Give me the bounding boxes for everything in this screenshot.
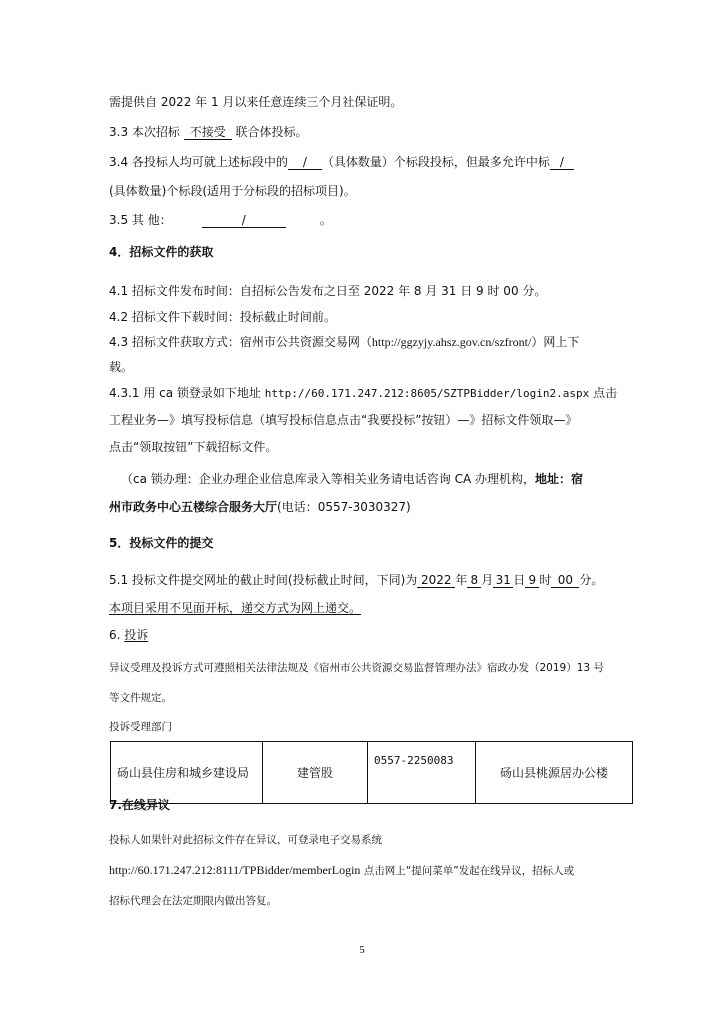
section-5-heading (109, 535, 616, 551)
ca-lock-note (121, 471, 616, 487)
text: 工程业务—》填写投标信息（填写投标信息点击“我要投标”按钮）—》招标文件领取—》 (109, 413, 578, 427)
complaint-rules-cont (109, 690, 616, 706)
heading: 5．投标文件的提交 (109, 536, 214, 550)
text: 3.5 其 他： (109, 213, 172, 227)
text: 5.1 投标文件提交网址的截止时间(投标截止时间，下同)为 (109, 573, 418, 587)
table-row (111, 742, 633, 804)
text: 点击网上“提问菜单”发起在线异议，招标人或 (360, 865, 575, 877)
text: 时 (539, 573, 552, 587)
member-login-url: http://60.171.247.212:8111/TPBidder/memberLogin (109, 863, 361, 877)
text: 分。 (579, 573, 604, 587)
clause-4-2 (109, 309, 616, 325)
heading: 7.在线异议 (109, 798, 170, 812)
text: 3.4 各投标人均可就上述标段中的 (109, 155, 288, 169)
text: 招标代理会在法定期限内做出答复。 (109, 895, 277, 907)
remote-opening-notice (109, 600, 616, 616)
deadline-year: 2022 (417, 574, 455, 588)
text: ）网上下 (531, 335, 580, 349)
text: 点击“领取按钮”下载招标文件。 (109, 440, 278, 454)
ca-lock-note-cont (109, 499, 616, 515)
section-7-heading (109, 797, 616, 813)
text: （具体数量）个标段投标，但最多允许中标 (321, 155, 550, 169)
paragraph-social-security (109, 94, 616, 110)
clause-5-1 (109, 572, 616, 588)
text: (具体数量)个标段(适用于分标段的招标项目)。 (109, 184, 356, 198)
other-value: / (202, 214, 286, 228)
deadline-month: 8 (467, 574, 481, 588)
text: 4.1 招标文件发布时间：自招标公告发布之日至 2022 年 8 月 31 日 9 时 00 分。 (109, 284, 547, 298)
clause-4-3-1-cont (109, 412, 616, 428)
section-6-heading (109, 627, 616, 643)
clause-4-3 (109, 334, 616, 350)
service-hall-address: 州市政务中心五楼综合服务大厅 (109, 500, 278, 514)
text: 联合体投标。 (231, 125, 308, 139)
dept-cell: 砀山县住房和城乡建设局 (111, 742, 263, 804)
text: 4.3.1 用 ca 锁登录如下地址 (109, 386, 265, 400)
page-number: 5 (359, 944, 365, 956)
address-label: 地址：宿 (535, 472, 584, 486)
text: 等文件规定。 (109, 692, 172, 704)
text: 载。 (109, 360, 134, 374)
text: 。 (319, 213, 332, 227)
text: 4.3 招标文件获取方式：宿州市公共资源交易网（ (109, 335, 372, 349)
text: 年 (455, 573, 468, 587)
heading: 投诉 (124, 628, 149, 642)
clause-3-4-cont (109, 183, 616, 199)
text: 投标人如果针对此招标文件存在异议，可登录电子交易系统 (109, 834, 382, 846)
online-objection-url-line (109, 862, 616, 879)
lot-count-value: / (288, 156, 322, 170)
deadline-hour: 9 (525, 574, 539, 588)
deadline-minute: 00 (551, 574, 579, 588)
text: 投诉受理部门 (109, 721, 172, 733)
online-objection-text (109, 832, 616, 848)
clause-4-3-cont (109, 359, 616, 375)
clause-3-4 (109, 154, 616, 170)
heading: 4．招标文件的获取 (109, 245, 214, 259)
max-award-value: / (550, 156, 574, 170)
clause-4-1 (109, 283, 616, 299)
text: 3.3 本次招标 (109, 125, 184, 139)
text: 月 (481, 573, 494, 587)
text: 点击 (589, 386, 618, 400)
online-objection-end (109, 893, 616, 909)
text: 日 (513, 573, 526, 587)
text: 异议受理及投诉方式可遵照相关法律法规及《宿州市公共资源交易监督管理办法》宿政办发（2019）13 号 (109, 662, 604, 674)
complaint-dept-table (110, 741, 633, 804)
consortium-value: 不接受 (184, 126, 232, 140)
bidder-login-url: http://60.171.247.212:8605/SZTPBidder/login2.aspx (264, 387, 590, 400)
clause-4-3-1-end (109, 439, 616, 455)
contact-phone: (电话：0557-3030327) (277, 500, 411, 514)
deadline-day: 31 (493, 574, 513, 588)
complaint-rules (109, 660, 616, 676)
text: （ca 锁办理：企业办理企业信息库录入等相关业务请电话咨询 CA 办理机构， (121, 472, 535, 486)
trading-site-url: http://ggzyjy.ahsz.gov.cn/szfront/ (371, 335, 532, 349)
text: 本项目采用不见面开标，递交方式为网上递交。 (109, 601, 362, 615)
address-cell: 砀山县桃源居办公楼 (476, 742, 633, 804)
clause-3-5 (109, 212, 616, 228)
complaint-dept-label (109, 719, 616, 735)
section-4-heading (109, 244, 616, 260)
clause-3-3 (109, 124, 616, 140)
text: 需提供自 2022 年 1 月以来任意连续三个月社保证明。 (109, 95, 403, 109)
phone-cell: 0557-2250083 (368, 742, 476, 804)
heading-number: 6. (109, 628, 125, 642)
text: 4.2 招标文件下载时间：投标截止时间前。 (109, 310, 336, 324)
unit-cell: 建管股 (263, 742, 368, 804)
clause-4-3-1 (109, 385, 616, 402)
